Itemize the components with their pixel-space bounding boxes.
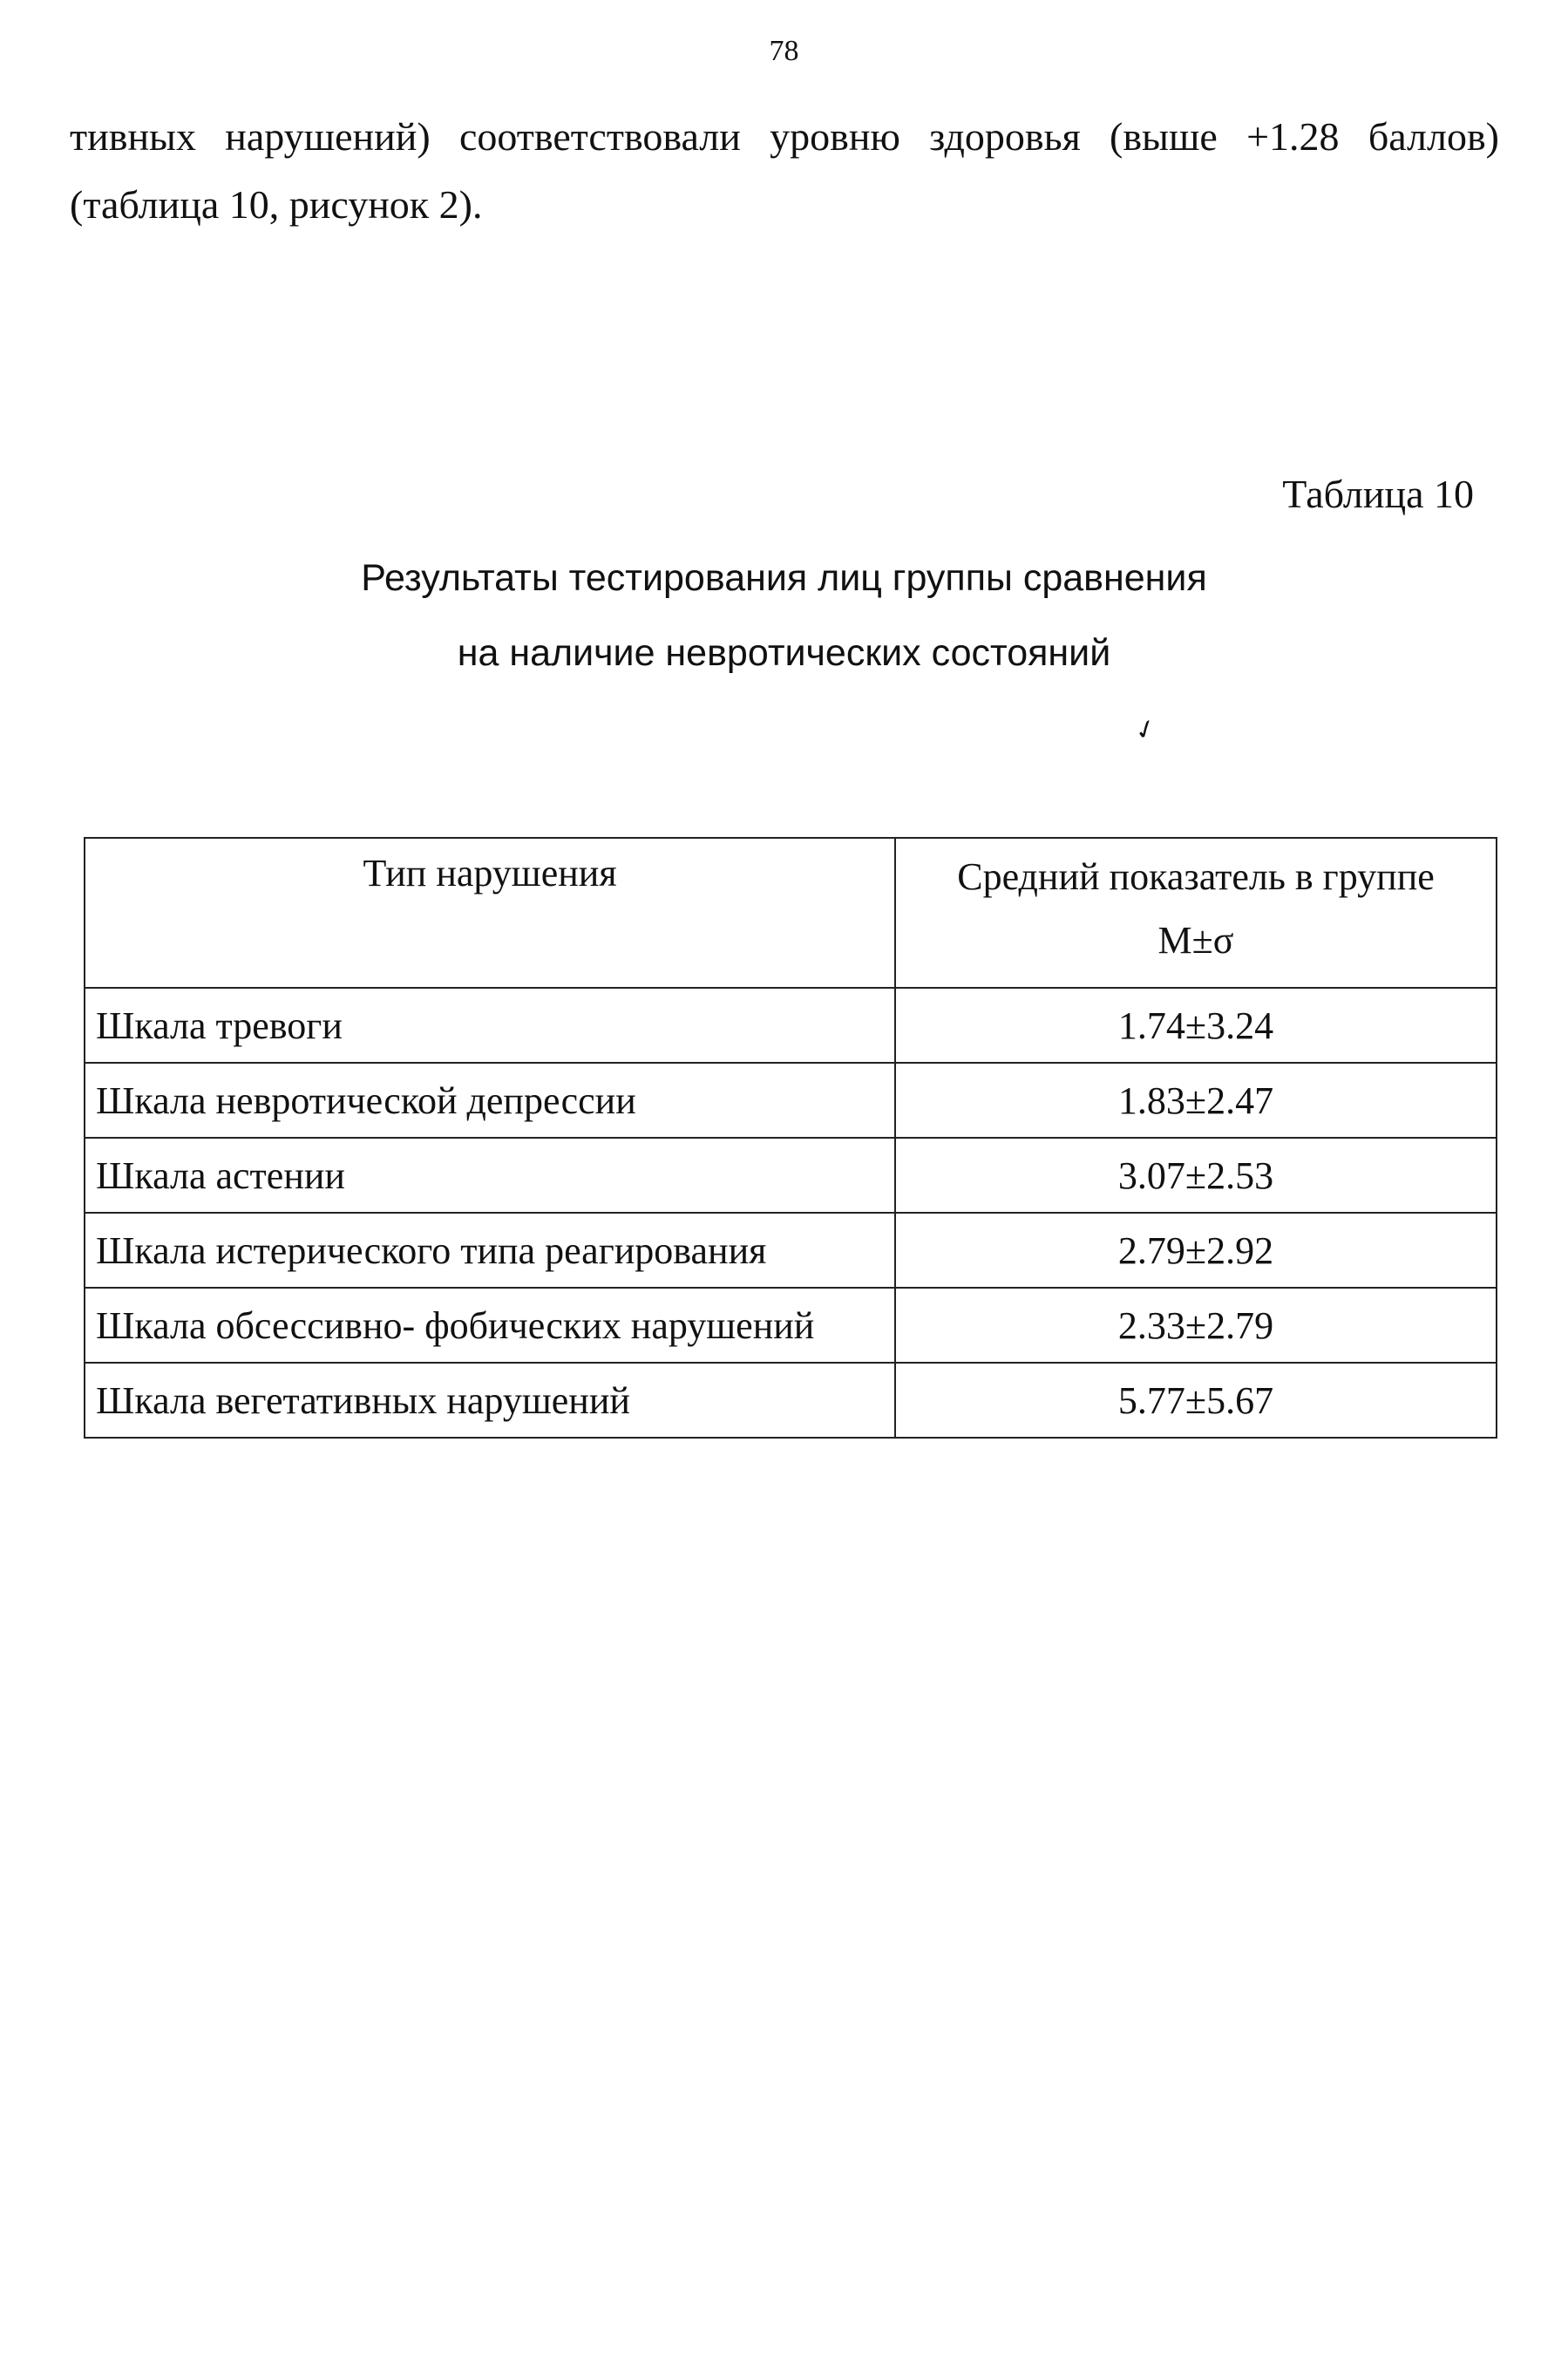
header-mean-label: Средний показатель в группе xyxy=(957,855,1435,898)
row-name: Шкала истерического типа реагирования xyxy=(85,1213,895,1288)
results-table xyxy=(84,837,1497,1439)
table-row xyxy=(85,1138,1497,1213)
row-name: Шкала обсессивно- фобических нарушений xyxy=(85,1288,895,1363)
row-name: Шкала астении xyxy=(85,1138,895,1213)
caption-line-2: на наличие невротических состояний xyxy=(457,632,1111,674)
table-row xyxy=(85,1363,1497,1438)
header-mean xyxy=(895,838,1497,988)
table-row xyxy=(85,988,1497,1063)
row-name: Шкала тревоги xyxy=(85,988,895,1063)
header-mean-sub: M±σ xyxy=(1157,919,1234,962)
row-value: 3.07±2.53 xyxy=(895,1138,1497,1213)
row-name: Шкала вегетативных нарушений xyxy=(85,1363,895,1438)
caption-line-1: Результаты тестирования лиц группы сравнения xyxy=(361,557,1207,599)
table-caption xyxy=(0,541,1568,691)
row-value: 2.33±2.79 xyxy=(895,1288,1497,1363)
row-value: 2.79±2.92 xyxy=(895,1213,1497,1288)
table-row xyxy=(85,1213,1497,1288)
paragraph-line-1: тивных нарушений) соответствовали уровню здоровья (выше +1.28 баллов) xyxy=(70,114,1499,159)
table-row xyxy=(85,1063,1497,1138)
row-value: 1.74±3.24 xyxy=(895,988,1497,1063)
page-number: 78 xyxy=(769,35,799,67)
body-paragraph xyxy=(70,103,1499,239)
row-value: 1.83±2.47 xyxy=(895,1063,1497,1138)
row-value: 5.77±5.67 xyxy=(895,1363,1497,1438)
header-type: Тип нарушения xyxy=(85,838,895,988)
pen-tick-mark: ✓ xyxy=(1130,712,1162,748)
table-row xyxy=(85,1288,1497,1363)
paragraph-line-2: (таблица 10, рисунок 2). xyxy=(70,182,483,227)
table-header-row xyxy=(85,838,1497,988)
row-name: Шкала невротической депрессии xyxy=(85,1063,895,1138)
table-number-label: Таблица 10 xyxy=(1282,472,1474,516)
